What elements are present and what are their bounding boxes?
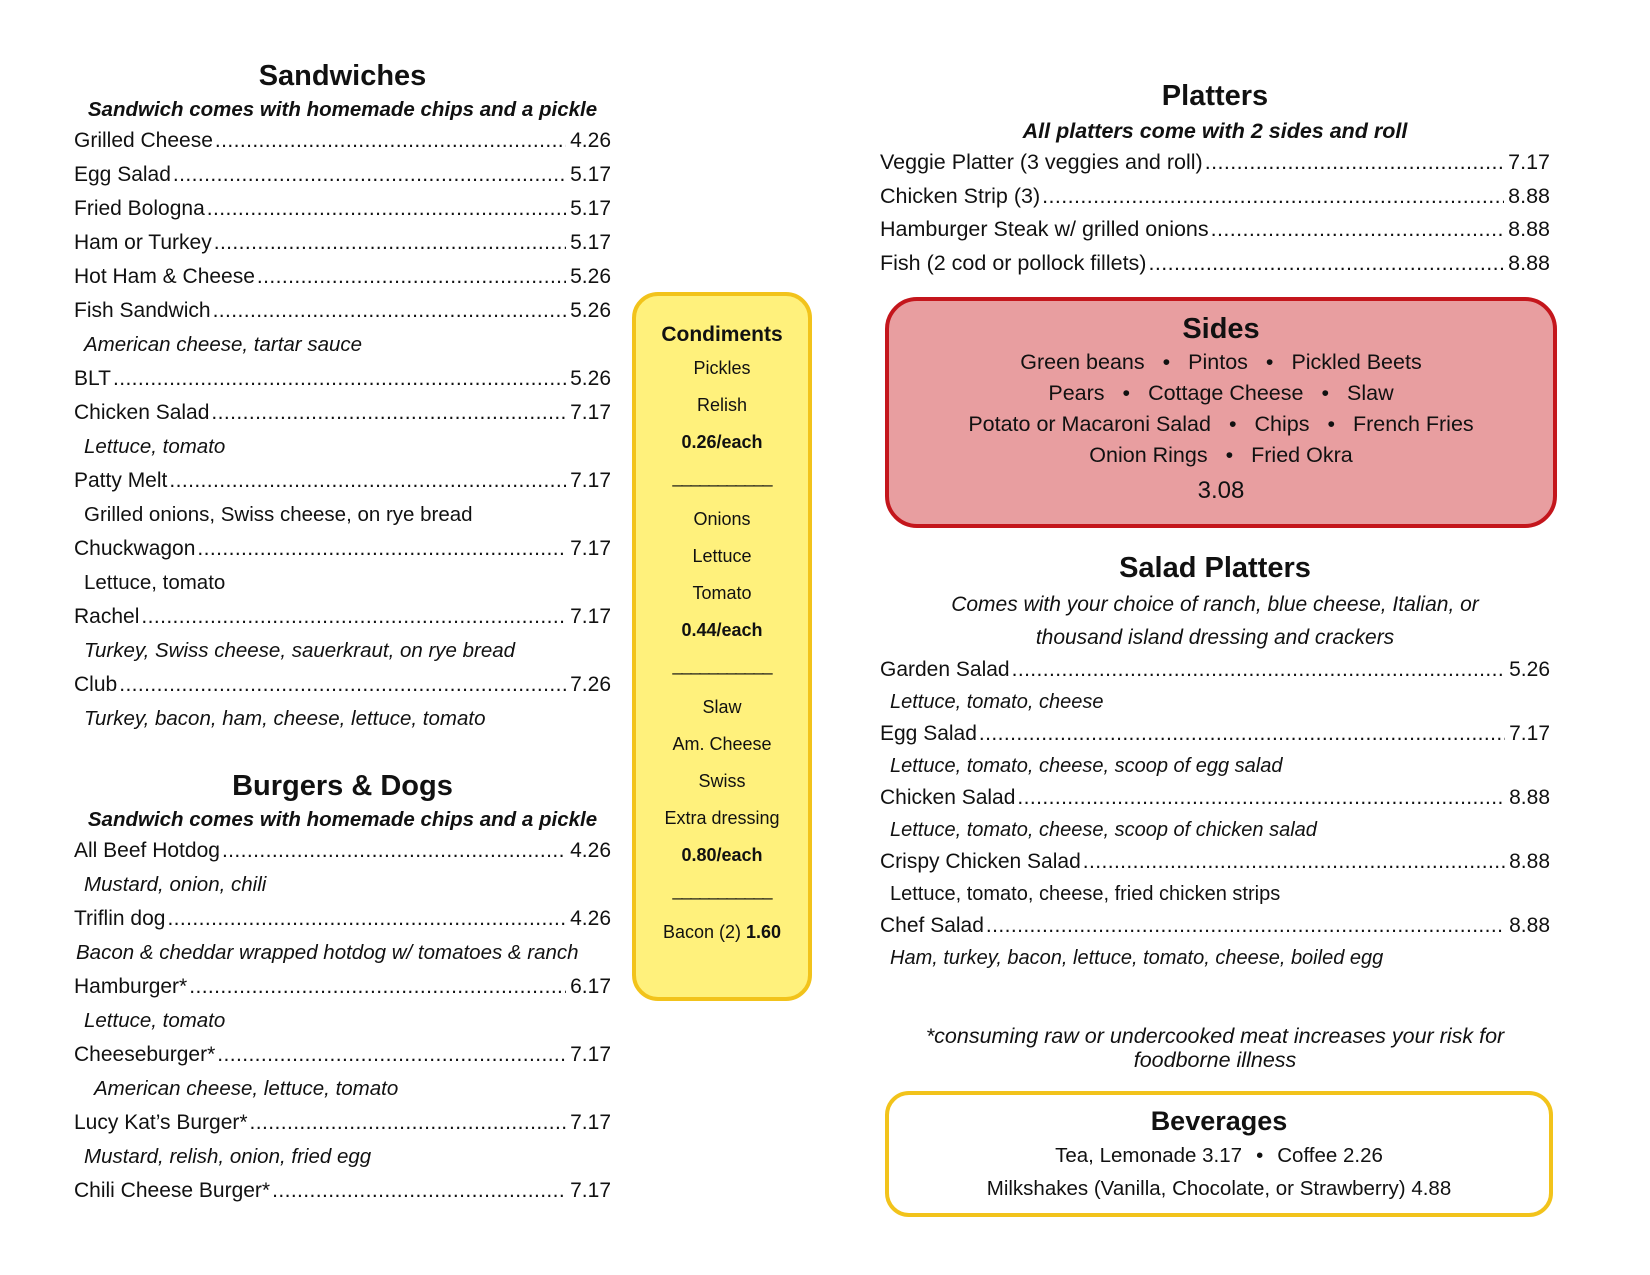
item-price: 5.26 [1509,658,1550,681]
bullet-separator: • [1122,381,1131,405]
item-name: Crispy Chicken Salad [880,850,1081,873]
item-price: 8.88 [1509,914,1550,937]
side-item: Pears [1048,381,1105,405]
dot-leader [1083,846,1505,878]
item-name: Chuckwagon [74,537,196,560]
menu-item [880,247,1550,281]
item-price: 7.17 [1509,722,1550,745]
side-item: Pintos [1188,350,1248,374]
condiment-item: Lettuce [692,546,752,566]
item-name: Chicken Salad [74,401,210,424]
item-name: Egg Salad [74,163,171,186]
item-price: 5.17 [570,231,611,254]
item-price: 7.17 [570,401,611,424]
condiment-item: Tomato [692,583,752,603]
menu-item [74,124,611,158]
item-name: Lucy Kat’s Burger* [74,1111,248,1134]
item-description: Lettuce, tomato, cheese, scoop of chicken salad [890,819,1317,841]
item-price: 4.26 [570,907,611,930]
item-name: Chili Cheese Burger* [74,1179,271,1202]
item-description: Lettuce, tomato [84,435,226,458]
dot-leader [222,834,566,868]
item-name: Hamburger* [74,975,188,998]
menu-item [74,532,611,566]
dot-leader [1211,213,1505,247]
item-name: Hot Ham & Cheese [74,265,255,288]
dot-leader [189,970,566,1004]
condiment-separator: ___________ [672,655,772,675]
menu-item [74,158,611,192]
side-item: Potato or Macaroni Salad [968,412,1211,436]
item-name: Triflin dog [74,907,166,930]
dot-leader [197,532,566,566]
menu-item [74,1174,611,1208]
item-price: 7.17 [570,605,611,628]
item-price: 4.26 [570,839,611,862]
menu-item [74,464,611,498]
menu-item [74,362,611,396]
bacon-price: 1.60 [746,922,782,942]
side-item: Slaw [1347,381,1394,405]
bacon-label: Bacon (2) [662,922,741,942]
dot-leader [986,910,1505,942]
sandwiches-title: Sandwiches [258,60,427,92]
menu-item [880,146,1550,180]
dot-leader [173,158,566,192]
menu-item [74,192,611,226]
item-price: 7.17 [570,469,611,492]
beverages-box [885,1091,1553,1217]
item-name: Ham or Turkey [74,231,212,254]
item-price: 7.17 [570,1043,611,1066]
warning-line2: foodborne illness [1133,1048,1297,1072]
item-name: Rachel [74,605,140,628]
condiment-item: Onions [693,509,751,529]
condiment-separator: ___________ [672,467,772,487]
sides-line [889,347,1553,378]
bullet-separator: • [1321,381,1329,405]
item-description: Mustard, onion, chili [84,873,267,896]
item-price: 7.17 [1508,150,1550,174]
condiments-box [632,292,812,1001]
platters-subtitle: All platters come with 2 sides and roll [1022,119,1408,143]
item-price: 7.17 [570,1111,611,1134]
platters-section [880,76,1550,280]
item-price: 5.26 [570,299,611,322]
item-price: 5.26 [570,367,611,390]
menu-item [880,213,1550,247]
item-description: Turkey, bacon, ham, cheese, lettuce, tomato [84,707,486,730]
item-name: Hamburger Steak w/ grilled onions [880,217,1209,241]
item-name: Chicken Salad [880,786,1016,809]
sides-line [889,378,1553,409]
dot-leader [211,396,566,430]
dot-leader [141,600,566,634]
condiment-separator: ___________ [672,880,772,900]
salads-title: Salad Platters [1119,552,1311,584]
bullet-separator: • [1265,350,1274,374]
menu-item [74,600,611,634]
side-item: Onion Rings [1089,443,1208,467]
dot-leader [113,362,566,396]
item-price: 6.17 [570,975,611,998]
item-name: Grilled Cheese [74,129,213,152]
sides-box [885,297,1557,528]
item-description: Lettuce, tomato, cheese, fried chicken strips [890,883,1281,905]
dot-leader [213,294,567,328]
condiment-item: Am. Cheese [672,734,772,754]
item-name: Patty Melt [74,469,168,492]
raw-meat-warning [880,1024,1550,1072]
bullet-separator: • [1225,443,1234,467]
side-item: Green beans [1020,350,1145,374]
condiment-price: 0.80/each [681,845,763,865]
menu-item [74,1106,611,1140]
menu-item [74,294,611,328]
item-name: Garden Salad [880,658,1010,681]
item-price: 8.88 [1509,786,1550,809]
dot-leader [207,192,566,226]
item-description: American cheese, lettuce, tomato [94,1077,399,1100]
item-price: 7.26 [570,673,611,696]
item-name: Fish (2 cod or pollock fillets) [880,250,1147,275]
left-column [74,56,611,1208]
item-price: 5.17 [570,197,611,220]
menu-item [74,970,611,1004]
item-description: American cheese, tartar sauce [84,333,363,356]
dot-leader [119,668,566,702]
dot-leader [979,718,1505,750]
item-name: Chef Salad [880,914,984,937]
side-item: Chips [1254,412,1310,436]
salads-subtitle-line2: thousand island dressing and crackers [1035,626,1395,649]
item-name: Egg Salad [880,722,977,745]
burgers-subtitle: Sandwich comes with homemade chips and a pickle [87,808,598,831]
item-description: Ham, turkey, bacon, lettuce, tomato, cheese, boiled egg [890,947,1384,969]
dot-leader [1148,247,1504,281]
menu-item [74,1038,611,1072]
menu-item [74,834,611,868]
bullet-separator: • [1327,412,1335,436]
item-price: 8.88 [1508,250,1550,275]
dot-leader [217,1038,566,1072]
menu-item [880,654,1550,686]
sandwiches-subtitle: Sandwich comes with homemade chips and a pickle [87,98,598,121]
dot-leader [250,1106,567,1140]
condiment-item: Slaw [702,697,742,717]
condiment-bacon [636,914,808,951]
sides-line [889,409,1553,440]
item-price: 5.17 [570,163,611,186]
menu-item [880,782,1550,814]
item-description: Lettuce, tomato [84,571,226,594]
menu-item [74,226,611,260]
item-description: Lettuce, tomato [84,1009,226,1032]
dot-leader [272,1174,566,1208]
item-name: Veggie Platter (3 veggies and roll) [880,150,1203,174]
beverage-item: Coffee 2.26 [1277,1144,1383,1167]
item-description: Turkey, Swiss cheese, sauerkraut, on rye bread [84,639,516,662]
item-name: All Beef Hotdog [74,839,220,862]
item-description: Bacon & cheddar wrapped hotdog w/ tomatoes & ranch [76,941,579,964]
dot-leader [169,464,566,498]
item-name: BLT [74,367,111,390]
sides-price: 3.08 [1197,477,1245,504]
item-description: Grilled onions, Swiss cheese, on rye bread [84,503,473,526]
item-price: 8.88 [1508,217,1550,241]
side-item: Pickled Beets [1291,350,1422,374]
item-price: 8.88 [1508,183,1550,208]
condiment-item: Relish [696,395,748,415]
item-description: Lettuce, tomato, cheese [890,691,1104,713]
menu-item [74,396,611,430]
side-item: Fried Okra [1251,443,1353,467]
menu-item [74,668,611,702]
salads-subtitle-line1: Comes with your choice of ranch, blue cheese, Italian, or [951,593,1479,616]
menu-item [880,846,1550,878]
beverages-title: Beverages [1150,1106,1288,1136]
item-name: Chicken Strip (3) [880,183,1041,208]
condiment-item: Swiss [698,771,746,791]
item-price: 8.88 [1509,850,1550,873]
item-name: Cheeseburger* [74,1043,216,1066]
item-price: 4.26 [570,129,611,152]
menu-item [74,260,611,294]
condiment-price: 0.44/each [681,620,763,640]
bullet-separator: • [1256,1144,1264,1167]
platters-title: Platters [1161,80,1269,112]
item-price: 7.17 [570,1179,611,1202]
side-item: Cottage Cheese [1148,381,1304,405]
warning-line1: *consuming raw or undercooked meat increases your risk for [925,1024,1505,1048]
item-name: Club [74,673,118,696]
dot-leader [257,260,566,294]
item-name: Fried Bologna [74,197,205,220]
item-price: 5.26 [570,265,611,288]
sides-title: Sides [1182,313,1260,345]
beverage-item: Milkshakes (Vanilla, Chocolate, or Strawberry) 4.88 [986,1177,1452,1200]
dot-leader [214,226,566,260]
condiment-item: Extra dressing [664,808,780,828]
burgers-title: Burgers & Dogs [232,770,453,802]
sides-line [889,440,1553,471]
dot-leader [215,124,566,158]
beverage-item: Tea, Lemonade 3.17 [1055,1144,1243,1167]
menu-item [74,902,611,936]
bullet-separator: • [1162,350,1171,374]
item-price: 7.17 [570,537,611,560]
bullet-separator: • [1228,412,1237,436]
dot-leader [1012,654,1506,686]
menu-item [880,910,1550,942]
dot-leader [1205,146,1504,180]
condiment-item: Pickles [693,358,751,378]
condiment-price: 0.26/each [681,432,763,452]
salad-platters-section [880,548,1550,974]
menu-item [880,180,1550,214]
condiments-title: Condiments [661,323,783,346]
side-item: French Fries [1352,412,1474,436]
item-name: Fish Sandwich [74,299,211,322]
dot-leader [1017,782,1505,814]
dot-leader [1042,180,1504,214]
item-description: Mustard, relish, onion, fried egg [84,1145,372,1168]
menu-item [880,718,1550,750]
item-description: Lettuce, tomato, cheese, scoop of egg salad [890,755,1283,777]
beverages-line [889,1139,1549,1172]
dot-leader [167,902,566,936]
